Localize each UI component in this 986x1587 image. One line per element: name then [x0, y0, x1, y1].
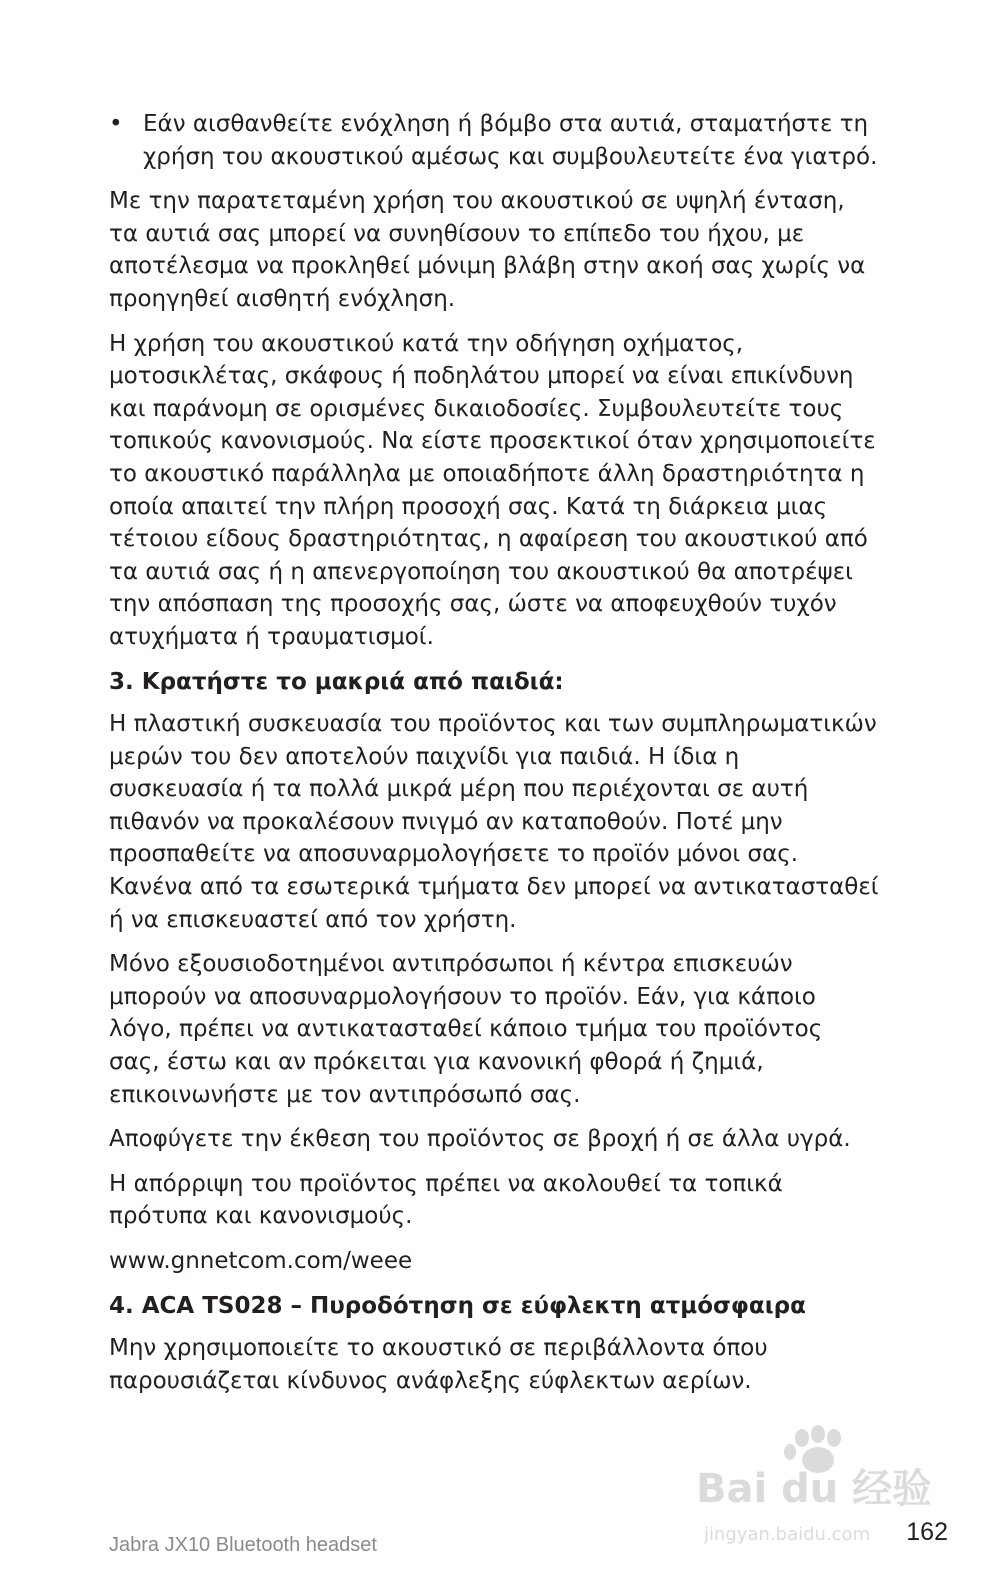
paragraph-prolonged-use: Με την παρατεταμένη χρήση του ακουστικού σε υψηλή ένταση, τα αυτιά σας μπορεί να συνηθίσουν το επίπεδο του ήχου, με αποτέλεσμα να προκληθεί μόνιμη βλάβη στην ακοή σας χωρίς να προηγηθεί αισθητή ενόχληση.	[109, 188, 866, 312]
watermark-url: jingyan.baidu.com	[704, 1524, 871, 1545]
page-number: 162	[906, 1518, 948, 1546]
page-content	[109, 108, 879, 1409]
bullet-text: Εάν αισθανθείτε ενόχληση ή βόμβο στα αυτιά, σταματήστε τη χρήση του ακουστικού αμέσως και συμβουλευτείτε ένα γιατρό.	[143, 111, 878, 170]
baidu-paw-logo-icon	[690, 1420, 930, 1560]
watermark-brand: Bai du 经验	[696, 1466, 930, 1512]
paragraph-packaging: Η πλαστική συσκευασία του προϊόντος και των συμπληρωματικών μερών του δεν αποτελούν παιχνίδι για παιδιά. Η ίδια η συσκευασία ή τα πολλά μικρά μέρη που περιέχονται σε αυτή πιθανόν να προκαλέσουν πνιγμό αν καταποθούν. Ποτέ μην προσπαθείτε να αποσυναρμολογήσετε το προϊόν μόνοι σας. Κανένα από τα εσωτερικά τμήματα δεν μπορεί να αντικατασταθεί ή να επισκευαστεί από τον χρήστη.	[109, 711, 879, 933]
paragraph-driving-use: Η χρήση του ακουστικού κατά την οδήγηση οχήματος, μοτοσικλέτας, σκάφους ή ποδηλάτου μπορεί να είναι επικίνδυνη και παράνομη σε ορισμένες δικαιοδοσίες. Συμβουλευτείτε τους τοπικούς κανονισμούς. Να είστε προσεκτικοί όταν χρησιμοποιείτε το ακουστικό παράλληλα με οποιαδήποτε άλλη δραστηριότητα η οποία απαιτεί την πλήρη προσοχή σας. Κατά τη διάρκεια μιας τέτοιου είδους δραστηριότητας, η αφαίρεση του ακουστικού από τα αυτιά σας ή η απενεργοποίηση του ακουστικού θα αποτρέψει την απόσπαση της προσοχής σας, ώστε να αποφευχθούν τυχόν ατυχήματα ή τραυματισμοί.	[109, 330, 876, 650]
paragraph-liquids: Αποφύγετε την έκθεση του προϊόντος σε βροχή ή σε άλλα υγρά.	[109, 1126, 851, 1153]
paragraph-flammable: Μην χρησιμοποιείτε το ακουστικό σε περιβάλλοντα όπου παρουσιάζεται κίνδυνος ανάφλεξης εύφλεκτων αερίων.	[109, 1335, 768, 1394]
weee-link[interactable]: www.gnnetcom.com/weee	[109, 1248, 413, 1274]
section-heading-4: 4. ACA TS028 – Πυροδότηση σε εύφλεκτη ατμόσφαιρα	[109, 1292, 806, 1319]
bullet-item	[109, 108, 879, 173]
section-heading-3: 3. Κρατήστε το μακριά από παιδιά:	[109, 668, 564, 695]
bullet-marker: •	[109, 111, 123, 137]
paragraph-disposal: Η απόρριψη του προϊόντος πρέπει να ακολουθεί τα τοπικά πρότυπα και κανονισμούς.	[109, 1170, 783, 1230]
paragraph-authorized-repair: Μόνο εξουσιοδοτημένοι αντιπρόσωποι ή κέντρα επισκευών μπορούν να αποσυναρμολογήσουν το προϊόν. Εάν, για κάποιο λόγο, πρέπει να αντικατασταθεί κάποιο τμήμα του προϊόντος σας, έστω και αν πρόκειται για κανονική φθορά ή ζημιά, επικοινωνήστε με τον αντιπρόσωπό σας.	[109, 951, 823, 1108]
footer-product-title: Jabra JX10 Bluetooth headset	[109, 1534, 377, 1556]
baidu-watermark	[690, 1420, 930, 1560]
